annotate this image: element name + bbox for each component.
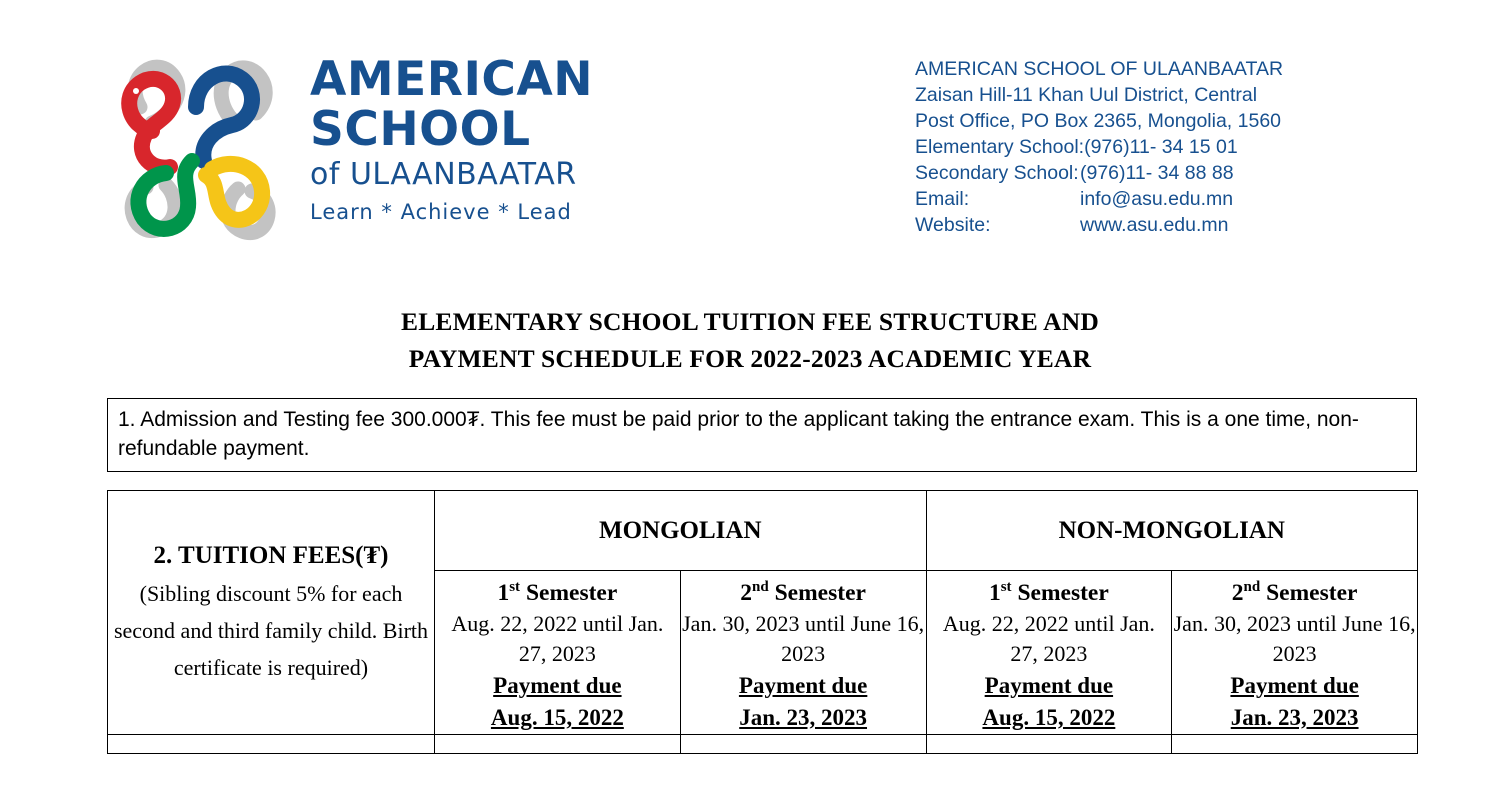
semester-title-nonmn-2 bbox=[1172, 571, 1417, 609]
table-row-group-headers bbox=[108, 491, 1418, 571]
table-cell-partial-1 bbox=[108, 734, 435, 753]
admission-fee-note: 1. Admission and Testing fee 300.000₮. This fee must be paid prior to the applicant taking the entrance exam. This is a one time, non-refundable payment. bbox=[107, 398, 1417, 472]
contact-address-row-2 bbox=[915, 108, 1435, 134]
semester-number-nonmn-2: 2 bbox=[1231, 579, 1244, 606]
semester-word-nonmn-1: Semester bbox=[1011, 579, 1109, 606]
semester-dates-nonmn-1: Aug. 22, 2022 until Jan. 27, 2023 bbox=[942, 610, 1155, 666]
logo-line-ulaanbaatar: of ULAANBAATAR bbox=[310, 157, 577, 192]
table-cell-partial-4 bbox=[926, 734, 1172, 753]
contact-secondary-row bbox=[915, 160, 1435, 186]
logo-tagline bbox=[310, 199, 660, 225]
payment-due-mn-1 bbox=[435, 670, 680, 734]
semester-cell-nonmn-1 bbox=[926, 571, 1172, 735]
contact-website-value[interactable]: www.asu.edu.mn bbox=[1080, 214, 1229, 236]
contact-secondary-label: Secondary School: bbox=[915, 162, 1079, 184]
contact-address-line2: Post Office, PO Box 2365, Mongolia, 1560 bbox=[915, 110, 1282, 132]
page-title bbox=[0, 303, 1500, 377]
semester-word-nonmn-2: Semester bbox=[1260, 579, 1358, 606]
contact-email-value[interactable]: info@asu.edu.mn bbox=[1080, 188, 1234, 210]
semester-dates-nonmn-2: Jan. 30, 2023 until June 16, 2023 bbox=[1173, 610, 1416, 666]
asu-logo-icon bbox=[100, 47, 300, 252]
tagline-lead: Lead bbox=[517, 200, 572, 224]
payment-due-label-mn-1: Payment due bbox=[493, 672, 622, 698]
contact-website-row bbox=[915, 212, 1435, 238]
contact-secondary-value: (976)11- 34 88 88 bbox=[1080, 162, 1234, 184]
payment-due-nonmn-1 bbox=[927, 670, 1172, 734]
payment-due-date-mn-1: Aug. 15, 2022 bbox=[490, 704, 624, 730]
semester-title-nonmn-1 bbox=[927, 571, 1172, 609]
semester-number-mn-2: 2 bbox=[740, 579, 753, 606]
tagline-learn: Learn bbox=[310, 200, 374, 224]
payment-due-label-nonmn-2: Payment due bbox=[1230, 672, 1359, 698]
tuition-fees-title: 2. TUITION FEES(₮) bbox=[153, 541, 389, 569]
semester-cell-nonmn-2 bbox=[1172, 571, 1418, 735]
group-header-mongolian: MONGOLIAN bbox=[435, 491, 927, 571]
payment-due-label-nonmn-1: Payment due bbox=[984, 672, 1114, 698]
payment-due-date-mn-2: Jan. 23, 2023 bbox=[739, 704, 868, 730]
payment-due-date-nonmn-2: Jan. 23, 2023 bbox=[1230, 704, 1359, 730]
tagline-separator-1: * bbox=[381, 200, 393, 224]
payment-due-mn-2 bbox=[681, 670, 926, 734]
table-cell-partial-3 bbox=[680, 734, 926, 753]
logo-wordmark bbox=[310, 52, 660, 225]
semester-number-mn-1: 1 bbox=[497, 579, 510, 606]
semester-title-mn-1 bbox=[435, 571, 680, 609]
payment-due-date-nonmn-1: Aug. 15, 2022 bbox=[982, 704, 1116, 730]
contact-elementary-value: (976)11- 34 15 01 bbox=[1084, 136, 1238, 158]
semester-dates-mn-1: Aug. 22, 2022 until Jan. 27, 2023 bbox=[451, 610, 664, 666]
semester-ordinal-mn-1: st bbox=[509, 579, 521, 595]
contact-website-label: Website: bbox=[915, 214, 991, 236]
semester-ordinal-nonmn-1: st bbox=[1000, 579, 1012, 595]
tagline-achieve: Achieve bbox=[400, 200, 491, 224]
contact-org: AMERICAN SCHOOL OF ULAANBAATAR bbox=[915, 58, 1284, 80]
contact-org-row bbox=[915, 56, 1435, 82]
semester-ordinal-nonmn-2: nd bbox=[1243, 579, 1261, 595]
group-header-non-mongolian: NON-MONGOLIAN bbox=[926, 491, 1418, 571]
contact-address-row-1 bbox=[915, 82, 1435, 108]
logo-line-american: AMERICAN bbox=[310, 52, 594, 107]
payment-due-label-mn-2: Payment due bbox=[738, 672, 868, 698]
page-title-line-1: ELEMENTARY SCHOOL TUITION FEE STRUCTURE AND bbox=[401, 307, 1099, 336]
tuition-fees-table bbox=[107, 490, 1418, 754]
document-header bbox=[0, 34, 1500, 264]
semester-word-mn-2: Semester bbox=[768, 579, 866, 606]
semester-dates-mn-2: Jan. 30, 2023 until June 16, 2023 bbox=[682, 610, 925, 666]
contact-email-row bbox=[915, 186, 1435, 212]
semester-number-nonmn-1: 1 bbox=[988, 579, 1001, 606]
semester-word-mn-1: Semester bbox=[520, 579, 618, 606]
tagline-separator-2: * bbox=[498, 200, 510, 224]
tuition-fees-label-cell bbox=[108, 491, 435, 735]
page-title-line-2: PAYMENT SCHEDULE FOR 2022-2023 ACADEMIC YEAR bbox=[408, 344, 1092, 373]
contact-info bbox=[915, 56, 1435, 238]
semester-title-mn-2 bbox=[681, 571, 926, 609]
contact-elementary-row bbox=[915, 134, 1435, 160]
tuition-fees-subtitle: (Sibling discount 5% for each second and third family child. Birth certificate is required) bbox=[113, 580, 429, 680]
contact-email-label: Email: bbox=[915, 188, 970, 210]
contact-elementary-label: Elementary School: bbox=[915, 136, 1085, 158]
table-cell-partial-2 bbox=[435, 734, 681, 753]
semester-ordinal-mn-2: nd bbox=[752, 579, 769, 595]
table-cell-partial-5 bbox=[1172, 734, 1418, 753]
semester-cell-mn-1 bbox=[435, 571, 681, 735]
table-row-partial bbox=[108, 734, 1418, 753]
contact-address-line1: Zaisan Hill-11 Khan Uul District, Central bbox=[915, 84, 1258, 106]
logo-line-school: SCHOOL bbox=[310, 102, 531, 157]
semester-cell-mn-2 bbox=[680, 571, 926, 735]
payment-due-nonmn-2 bbox=[1172, 670, 1417, 734]
school-logo bbox=[100, 39, 660, 264]
